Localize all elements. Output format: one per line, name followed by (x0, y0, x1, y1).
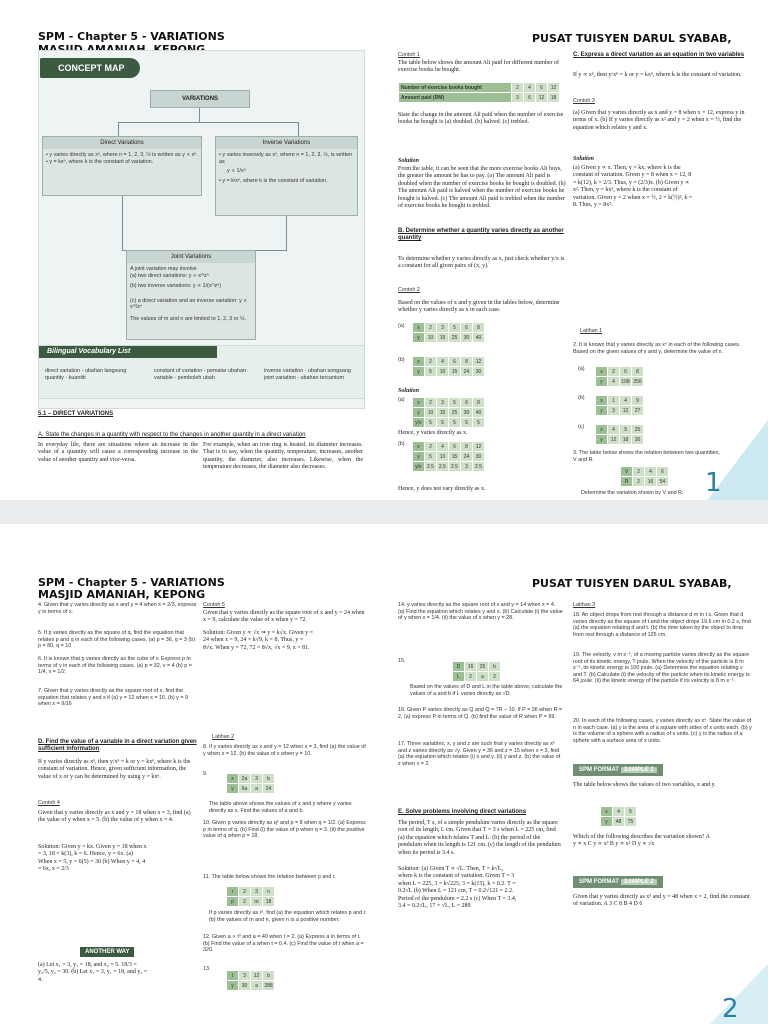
table-cell: 1 (608, 396, 620, 406)
table-cell: a (251, 981, 263, 991)
table-cell: 3 (461, 462, 473, 472)
contoh-1-question: State the change in the amount Ali paid when the number of exercise books he bought is (a) doubled. (b) halved. (c) trebled. (398, 112, 564, 126)
table-cell: 30 (632, 435, 644, 445)
table-cell: 25 (477, 662, 489, 672)
contoh-1-solution: From the table, it can be seen that the more exercise books Ali buys, the greater the amount he has to pay. (a) The amount Ali paid is doubled when the number of exercise books he bought is doubled. (b) The amount Ali paid is halved when the number of exercise books he bought is halved. (c) The amount Ali paid is trebled when the number of exercise books he bought is trebled. (398, 166, 566, 210)
table-cell: 30 (461, 333, 473, 343)
table-header: y (227, 981, 239, 991)
solution-label: Solution (573, 156, 595, 162)
table-cell: 10 (437, 367, 449, 377)
solution-table-b: x 2 4 6 8 12 y 5 10 15 24 30 y/x 2.5 2.5 2.5 3 2.5 (412, 441, 485, 472)
table-cell: 3 (608, 406, 620, 416)
joint-line-5: The values of m and n are limited to 1, 2, 3 or ½. (130, 315, 246, 322)
question-19: 19. The velocity, v m s⁻¹, of a moving particle varies directly as the square root of its kinetic energy, T joule. When the velocity of the particle is 8 m s⁻¹, its kinetic energy is 100 joule. (a) Determine the equation relating v and T. (b) Calculate (i) the velocity of the particle when its kinetic energy is 64 joule. (ii) the kinetic energy of the particle if its velocity is 8 m s⁻¹. (573, 652, 750, 685)
table-cell: 3 (251, 774, 263, 784)
spm-format-label (573, 876, 663, 888)
variations-box (150, 90, 250, 108)
contoh-2-text: Based on the values of x and y given in the tables below, determine whether y varies directly as x in each case. (398, 300, 560, 314)
table-cell: 30 (473, 367, 485, 377)
sample-tag: SAMPLE 1 (621, 767, 657, 773)
table-cell: 10 (425, 408, 437, 418)
table-cell: a (477, 672, 489, 682)
table-cell: 4 (608, 425, 620, 435)
question-5: 5. If p varies directly as the square of q, find the equation that relates p and q in each of the following cases. (a) p = 36, q = 3 (b) p = 80, q = 10 (38, 630, 196, 650)
table-cell: 54 (657, 477, 669, 487)
contoh-3-label: Contoh 3 (573, 98, 595, 104)
joint-variations-box (126, 250, 256, 340)
page-1: SPM - Chapter 5 - VARIATIONS PUSAT TUISYEN DARUL SYABAB, CONCEPT MAP VARIATIONS Direct Variations • y varies directly as xⁿ, where n = 1, 2, 3, ½ is written as y ∝ xⁿ. • y = kxⁿ, where k is the constant of variation. Inverse Variations • y varies inversely as xⁿ, where n = 1, 2, 3, ½, is written as y ∝ 1/xⁿ • y = k/xⁿ, where k is the constant of variation. Joint Variations A joint variation may involve (a) two direct variations: y ∝ xᵐzⁿ (b) two inverse variations: y ∝ 1/(xᵐzⁿ) (c) a direct variation and an inverse variation: y ∝ xᵐ/zⁿ The values of m and n are limited to 1, 2, 3 or ½. Bilingual Vocabulary List direct variation - ubahan langsung quantity - kuantiti constant of variation - pemalar ubahan variable - pemboleh ubah inverse variation - ubahan songsang joint variation - ubahan tercantum 5.1 – DIRECT VARIATIONS A. State the changes in a quantity with respect to the changes in another quantity in a direct variation In everyday life, there are situations where an increase in the value of a quantity will cause a corresponding increase in the value of another quantity and vice-versa. For example, when an iron ring is heated, its diameter increases. That is to say, when the quantity, temperature, increases, another quantity, the diameter, also increases. Likewise, when the temperature decreases, the diameter also decreases. Contoh 1 The table below shows the amount Ali paid for different number of exercise books he bought. Number of exercise books bought 2 4 6 12 Amount paid (RM) 3 6 12 18 State the change in the amount Ali paid when the number of exercise books he bought is (a) doubled. (b) halved. (c) trebled. Solution From the table, it can be seen that the more exercise books Ali buys, the greater the amount he has to pay. (a) The amount Ali paid is doubled when the number of exercise books he bought is doubled. (b) The amount Ali paid is halved when the number of exercise books he bought is halved. (c) The amount Ali paid is trebled when the number of exercise books he bought is trebled. B. Determine whether a quantity varies directly as another quantity To determine whether y varies directly as x, just check whether y/x is a constant for all given pairs of (x, y). Contoh 2 Based on the values of x and y given in the tables below, determine whether y varies directly as x in each case. (a) x 2 3 5 6 8 y 10 15 25 30 40 (b) x 2 4 6 8 12 y 5 10 15 24 30 Solution (a) x 2 3 5 6 8 y 10 15 25 30 40 y/x 5 5 5 5 5 Hence, y varies directly as x. (b) x 2 4 6 8 12 y 5 10 15 24 30 y/x 2.5 2.5 2.5 3 2.5 Hence, y does not vary directly as x. C. Express a direct variation as an equation in two variables If y ∝ xⁿ, then y/xⁿ = k or y = kxⁿ, where k is the constant of variation. Contoh 3 (a) Given that y varies directly as x and y = 8 when x = 12, express y in terms of x. (b) If y varies directly as x² and y = 2 when x = ½, find the equation which relates y and x. Solution (a) Given y ∝ x. Then, y = kx, where k is the constant of variation. Given y = 8 when x = 12, 8 = k(12), k = 2/3. Thus, y = (2/3)x. (b) Given y ∝ x². Then, y = kx², where k is the constant of variation. Given y = 2 when x = ½, 2 = k(½)², k = 8. Thus, y = 8x². Latihan 1 2. It is known that y varies directly as xⁿ in each of the following cases. Based on the given values of x and y, determine the value of n. (a) x 2 6 8 y 4 108 256 (b) x 1 4 9 y 3 12 27 (c) x 4 9 25 y 12 18 30 3. The table below shows the relation between two quantities, V and R. V 2 4 6 R 2 16 54 Determine the variation shown by V and R. 1 (0, 0, 768, 500)
header-left-2: MASJID AMANIAH, KEPONG (38, 588, 206, 601)
table-cell: 12 (608, 435, 620, 445)
joint-line-2: (a) two direct variations: y ∝ xᵐzⁿ (130, 272, 209, 279)
table-cell: 30 (239, 981, 251, 991)
table-cell: 5 (425, 452, 437, 462)
section-a-left-text: In everyday life, there are situations where an increase in the value of a quantity will cause a corresponding increase in the value of another quantity and vice-versa. (38, 442, 198, 463)
section-b-text: To determine whether y varies directly as x, just check whether y/x is a constant for all given pairs of (x, y). (398, 256, 565, 270)
page-number: 1 (705, 468, 722, 498)
table-a: x 2 3 5 6 8 y 10 15 25 30 40 (412, 322, 485, 343)
section-5-1-title: 5.1 – DIRECT VARIATIONS (38, 411, 114, 417)
table-cell: 3 (239, 971, 251, 981)
table-cell: 6 (620, 367, 632, 377)
table-cell: 2.5 (425, 462, 437, 472)
vocab-item: joint variation - ubahan tercantum (264, 374, 345, 381)
table-cell: 10 (437, 452, 449, 462)
table-cell: 3 (251, 887, 263, 897)
table-cell: 108 (621, 378, 630, 385)
table-cell: 3 (437, 398, 449, 408)
section-e-text: The period, T s, of a simple pendulum varies directly as the square root of its length, L cm. Given that T = 3 s when L = 225 cm, find (a) the equation which relates T and L. (b) the period of the pendulum when its length is 121 cm. (c) the length of the pendulum when its period is 3.4 s. (398, 820, 561, 856)
table-header: y (227, 784, 239, 794)
question-8: 8. If y varies directly as x and y = 12 when x = 3, find (a) the value of y when x = 12. (b) the value of x when y = 10. (203, 744, 366, 757)
inverse-line-2: y ∝ 1/xⁿ (227, 168, 246, 175)
table-cell: 15 (437, 333, 449, 343)
table-header: y (601, 817, 613, 827)
contoh-5-question: Given that y varies directly as the square root of x and y = 24 when x = 9, calculate the value of x when y = 72. (203, 610, 365, 624)
table-header: p (227, 897, 239, 907)
table-cell: 6 (524, 93, 536, 103)
table-cell: 6a (239, 784, 251, 794)
table-cell: 6 (449, 357, 461, 367)
contoh-2-label: Contoh 2 (398, 287, 420, 293)
contoh-1-text: The table below shows the amount Ali paid for different number of exercise books he bought. (398, 60, 560, 74)
table-header: t (227, 971, 239, 981)
table-cell: 4 (608, 377, 620, 387)
table-cell: 8 (473, 323, 485, 333)
spm-format-label (573, 764, 663, 776)
joint-line-3: (b) two inverse variations: y ∝ 1/(xᵐzⁿ) (130, 283, 221, 290)
table-header: x (601, 807, 613, 817)
section-d-title: D. Find the value of a variable in a direct variation given sufficient information (38, 739, 197, 753)
joint-line-4: (c) a direct variation and an inverse variation: y ∝ xᵐ/zⁿ (130, 297, 248, 311)
table-cell: 5 (449, 323, 461, 333)
table-cell: 18 (548, 93, 560, 103)
table-cell: 256 (633, 378, 642, 385)
table-cell: 5 (449, 418, 461, 428)
table-cell: 4 (613, 807, 625, 817)
question-3-tail: Determine the variation shown by V and R. (581, 490, 684, 496)
inverse-line-3: • y = k/xⁿ, where k is the constant of variation. (219, 177, 328, 184)
table-cell: 30 (473, 452, 485, 462)
vocabulary-list (38, 345, 365, 399)
table-cell: 24 (461, 452, 473, 462)
question-11: 11. The table below shows the relation between p and r. (203, 874, 336, 880)
table-header: L (453, 672, 465, 682)
table-cell: 8 (461, 442, 473, 452)
question-16: 16. Given P varies directly as Q and Q = 7R – 10. If P = 36 when R = 2, (a) express P in terms of Q. (b) find the value of R when P = 99. (398, 707, 563, 720)
table-b: x 2 4 6 8 12 y 5 10 15 24 30 (412, 356, 485, 377)
question-14: 14. y varies directly as the square root of x and y = 14 when x = 4. (a) Find the equation which relates y and x. (b) Calculate (i) the value of y when x = 1/4. (ii) the value of x when y = 28. (398, 602, 563, 622)
table-cell: 12 (251, 971, 263, 981)
table-cell: 4 (645, 467, 657, 477)
table-cell: 24 (263, 784, 275, 794)
vr-table: V 2 4 6 R 2 16 54 (620, 466, 669, 487)
table-cell: 12 (548, 83, 560, 93)
header-left-1: SPM - Chapter 5 - VARIATIONS (38, 576, 225, 589)
joint-variations-label: Joint Variations (127, 251, 255, 263)
table-header: D (453, 662, 465, 672)
another-way-label: ANOTHER WAY (80, 947, 134, 957)
table-cell: 5 (461, 418, 473, 428)
header-left-1: SPM - Chapter 5 - VARIATIONS (38, 30, 225, 43)
question-12: 12. Given a ∝ t³ and a = 40 when t = 2. (a) Express a in terms of t. (b) Find the value of a when t = 0.4. (c) Find the value of t when a = 320. (203, 934, 364, 954)
latihan-1-label: Latihan 1 (580, 328, 603, 334)
question-18: 18. An object drops from rest through a distance d m in t s. Given that d varies directly as the square of t and the object drops 19.6 cm in 0.2 s, find (a) the equation relating d and t. (b) the time taken by the object to drop from rest through a distance of 125 cm. (573, 612, 751, 638)
question-9: 9. (203, 771, 208, 777)
table-q13 (226, 970, 275, 991)
table-cell: 4 (437, 442, 449, 452)
solution-table-a: x 2 3 5 6 8 y 10 15 25 30 40 y/x 5 5 5 5 5 (412, 397, 485, 428)
table-cell: 25 (632, 425, 644, 435)
table-cell: 30 (461, 408, 473, 418)
solution-label: Solution (398, 388, 420, 394)
table-cell: 5 (449, 398, 461, 408)
table-cell: 3 (437, 323, 449, 333)
table-cell: b (489, 662, 501, 672)
sample-1-question: Which of the following describes the variation shown? A y ∝ x C y ∝ x³ B y ∝ x² D y ∝ √x (573, 834, 710, 848)
table-cell: 8 (473, 398, 485, 408)
table-header: x (227, 774, 239, 784)
table-cell: 2.5 (437, 462, 449, 472)
table-cell: 24 (461, 367, 473, 377)
table-cell: 75 (625, 817, 637, 827)
table-cell: 4 (524, 83, 536, 93)
joint-line-1: A joint variation may involve (130, 266, 197, 272)
table-cell: 2 (465, 672, 477, 682)
table-cell: 18 (620, 435, 632, 445)
question-10: 10. Given p varies directly as q² and p = 8 when q = 1/2. (a) Express p in terms of q. (b) Find (i) the value of p when q = 3. (ii) the positive value of q when p = 18. (203, 820, 366, 840)
table-cell: 2 (425, 323, 437, 333)
table-cell: 6 (461, 323, 473, 333)
spm-format-text: SPM FORMAT (579, 767, 619, 773)
direct-variations-label: Direct Variations (43, 137, 201, 149)
vocab-item: inverse variation - ubahan songsang (264, 368, 351, 374)
contoh-3-question: (a) Given that y varies directly as x and y = 8 when x = 12, express y in terms of x. (b) If y varies directly as x² and y = 2 when x = ½, find the equation which relates y and x. (573, 110, 745, 131)
table-cell: 25 (449, 408, 461, 418)
question-20: 20. In each of the following cases, y varies directly as xⁿ. State the value of n in each case. (a) y is the area of a square with sides of x units each. (b) y is the volume of a sphere with a radius of x units. (c) y is the radius of a sphere with a surface area of x units. (573, 718, 752, 744)
table-cell: 8 (632, 367, 644, 377)
table-cell: 6 (449, 442, 461, 452)
table-cell: 15 (437, 408, 449, 418)
table-cell: 2 (489, 672, 501, 682)
table-cell: 40 (473, 408, 485, 418)
table-cell: 2.5 (449, 462, 461, 472)
contoh-3-solution: (a) Given y ∝ x. Then, y = kx, where k is the constant of variation. Given y = 8 when x = 12, 8 = k(12), k = 2/3. Thus, y = (2/3)x. (b) Given y ∝ x². Then, y = kx², where k is the constant of variation. Given y = 2 when x = ½, 2 = k(½)², k = 8. Thus, y = 8x². (573, 165, 693, 209)
question-3: 3. The table below shows the relation between two quantities, V and R. (573, 450, 720, 463)
table-cell: 10 (425, 333, 437, 343)
table-cell: 5 (437, 418, 449, 428)
table-q9 (226, 773, 275, 794)
inverse-variations-box (215, 136, 358, 216)
table-cell: m (251, 897, 263, 907)
section-c-title: C. Express a direct variation as an equation in two variables (573, 52, 745, 58)
section-c-text: If y ∝ xⁿ, then y/xⁿ = k or y = kxⁿ, where k is the constant of variation. (573, 72, 742, 78)
table-cell: 5 (425, 367, 437, 377)
table-cell: 9 (632, 396, 644, 406)
table-cell: 12 (536, 93, 548, 103)
table-cell: 5 (473, 418, 485, 428)
table-header: Amount paid (RM) (399, 93, 512, 103)
latihan-table-b: x 1 4 9 y 3 12 27 (595, 395, 644, 416)
vocab-item: quantity - kuantiti (45, 374, 86, 381)
table-cell: 25 (449, 333, 461, 343)
question-11-text: If p varies directly as r², find (a) the equation which relates p and r. (b) the values of m and n, given n is a positive number. (209, 910, 367, 923)
table-cell: 16 (645, 477, 657, 487)
hence-a: Hence, y varies directly as x. (398, 430, 468, 436)
contoh-1-label: Contoh 1 (398, 52, 420, 58)
table-cell: 12 (620, 406, 632, 416)
table-cell: 6 (461, 398, 473, 408)
table-cell: 6 (536, 83, 548, 93)
header-right: PUSAT TUISYEN DARUL SYABAB, (532, 577, 732, 590)
table-q11 (226, 886, 275, 907)
sample-1-table (600, 806, 637, 827)
table-cell: 48 (613, 817, 625, 827)
table-cell: 18 (263, 897, 275, 907)
inverse-variations-label: Inverse Variations (216, 137, 357, 149)
decorative-triangle (710, 964, 768, 1024)
contoh-1-table (398, 82, 560, 103)
section-d-text: If y varies directly as xⁿ, then y/xⁿ = k or y = kxⁿ, where k is the constant of variation. Hence, given sufficient information, the value of x or y can be determined by using y = kxⁿ. (38, 759, 191, 780)
table-cell: 288 (264, 982, 273, 989)
solution-label: Solution (398, 158, 420, 164)
latihan-3-label: Latihan 3 (573, 602, 596, 608)
latihan-table-c: x 4 9 25 y 12 18 30 (595, 424, 644, 445)
question-7: 7. Given that y varies directly as the square root of x, find the equation that relates y and x if (a) y = 12 when x = 16. (b) y = 9 when x = 9/16 (38, 688, 188, 708)
page-2 (0, 524, 768, 1024)
table-cell: 12 (473, 357, 485, 367)
hence-b: Hence, y does not vary directly as x. (398, 486, 486, 492)
table-cell: 2a (239, 774, 251, 784)
page-number: 2 (722, 994, 739, 1024)
table-cell: b (263, 971, 275, 981)
table-cell: 8 (461, 357, 473, 367)
question-17: 17. Three variables, x, y and z are such that y varies directly as x² and z varies directly as √y. Given y = 36 and z = 15 when x = 3, find (a) the equation which relates (i) x and y. (ii) y and z. (b) the value of z when x = 2. (398, 741, 561, 767)
table-cell: 2 (633, 467, 645, 477)
table-header: Number of exercise books bought (399, 83, 512, 93)
table-cell: 9 (620, 425, 632, 435)
contoh-5-solution: Solution: Given y ∝ √x ⇒ y = k√x. Given y = 24 when x = 9, 24 = k√9, k = 8. Thus, y = 8√x. When y = 72, 72 = 8√x, √x = 9, x = 81. (203, 630, 313, 651)
table-cell: 15 (449, 452, 461, 462)
question-15: 15. (398, 658, 406, 664)
table-cell: 4 (620, 396, 632, 406)
table-cell: 6 (657, 467, 669, 477)
page-separator (0, 500, 768, 524)
concept-map-title: CONCEPT MAP (40, 58, 140, 78)
section-e-solution: Solution: (a) Given T ∝ √L. Then, T = k√L, where k is the constant of variation. Given T = 3 when L = 225, 3 = k√225, 3 = k(15), k = 0.2. T = 0.2√L (b) When L = 121 cm, T = 0.2√121 = 2.2. Period of the pendulum = 2.2 s (c) When T = 3.4, 3.4 = 0.2√L, 17 = √L, L = 289 (398, 866, 517, 910)
table-cell: 15 (449, 367, 461, 377)
table-header: r (227, 887, 239, 897)
question-9-text: The table above shows the values of x and y where y varies directly as x. Find the values of a and b. (209, 801, 352, 814)
table-cell: 27 (632, 406, 644, 416)
table-cell: 2 (512, 83, 524, 93)
table-cell: 2 (633, 477, 645, 487)
vocabulary-title: Bilingual Vocabulary List (39, 346, 217, 358)
question-6: 6. It is known that p varies directly as the cube of v. Express p in terms of v in each of the following cases. (a) p = 32, v = 4 (b) p = 1/4, v = 1/2 (38, 656, 192, 676)
contoh-4-question: Given that y varies directly as x and y = 18 when x = 3, find (a) the value of y when x = 5. (b) the value of y when x = 4. (38, 810, 191, 824)
direct-variations-box (42, 136, 202, 196)
table-cell: 12 (473, 442, 485, 452)
table-cell: n (263, 887, 275, 897)
table-cell: 2 (425, 442, 437, 452)
contoh-4-solution: Solution: Given y = kx. Given y = 18 when x = 3, 18 = k(3), k = 6. Hence, y = 6x. (a) When x = 5, y = 6(5) = 30 (b) When y = 4, 4 = 6x, x = 2/3 (38, 844, 147, 873)
table-cell: 5 (425, 418, 437, 428)
section-e-title: E. Solve problems involving direct variations (398, 809, 527, 815)
table-cell: 3 (512, 93, 524, 103)
latihan-2-label: Latihan 2 (212, 734, 235, 740)
sample-1-text: The table below shows the values of two variables, x and y. (573, 782, 716, 788)
section-b-title: B. Determine whether a quantity varies directly as another quantity (398, 228, 564, 242)
table-cell: 2 (608, 367, 620, 377)
table-cell: 2 (425, 357, 437, 367)
table-cell: 2 (425, 398, 437, 408)
table-cell: 2.5 (473, 462, 485, 472)
vocab-item: direct variation - ubahan langsung (45, 368, 127, 374)
question-15-text: Based on the values of D and L in the table above, calculate the values of a and b if L varies directly as √D. (410, 684, 563, 697)
section-a-right-text: For example, when an iron ring is heated, its diameter increases. That is to say, when the quantity, temperature, increases, another quantity, the diameter, also increases. Likewise, when the temperature decreases, the diameter also decreases. (203, 442, 363, 471)
variations-label: VARIATIONS (151, 91, 249, 107)
another-way-text: (a) Let x₁ = 3, y₁ = 18, and x₂ = 5. 18/3 = y₂/5, y₂ = 30. (b) Let x₁ = 3, y₁ = 18, and y₂ = 4. (38, 962, 148, 983)
spm-format-text: SPM FORMAT (579, 879, 619, 885)
question-4: 4. Given that y varies directly as x and y = 4 when x = 2/3, express y in terms of x. (38, 602, 197, 615)
vocab-item: constant of variation - pemalar ubahan (154, 368, 246, 374)
section-a-title: A. State the changes in a quantity with respect to the changes in another quantity in a direct variation (38, 432, 306, 438)
table-cell: 2 (239, 897, 251, 907)
header-right: PUSAT TUISYEN DARUL SYABAB, (532, 32, 732, 45)
direct-line-1: • y varies directly as xⁿ, where n = 1, 2, 3, ½ is written as y ∝ xⁿ. (46, 152, 198, 158)
table-cell: 5 (625, 807, 637, 817)
direct-line-2: • y = kxⁿ, where k is the constant of variation. (46, 158, 154, 165)
table-cell: 2 (239, 887, 251, 897)
table-cell: a (251, 784, 263, 794)
table-cell: 4 (437, 357, 449, 367)
question-2: 2. It is known that y varies directly as xⁿ in each of the following cases. Based on the given values of x and y, determine the value of n. (573, 342, 741, 355)
contoh-4-label: Contoh 4 (38, 800, 60, 806)
table-q15 (452, 661, 501, 682)
vocab-item: variable - pemboleh ubah (154, 374, 215, 381)
table-cell: b (263, 774, 275, 784)
latihan-table-a: x 2 6 8 y 4 108 256 (595, 366, 644, 387)
sample-tag: SAMPLE 2 (621, 879, 657, 885)
table-cell: 16 (465, 662, 477, 672)
table-cell: 40 (473, 333, 485, 343)
contoh-5-label: Contoh 5 (203, 602, 225, 608)
inverse-line-1: • y varies inversely as xⁿ, where n = 1, 2, 3, ½, is written as (219, 152, 353, 165)
sample-2-text: Given that y varies directly as x³ and y = 48 when x = 2, find the constant of variation. A 3 C 8 B 4 D 6 (573, 894, 750, 908)
question-13: 13. (203, 966, 211, 972)
